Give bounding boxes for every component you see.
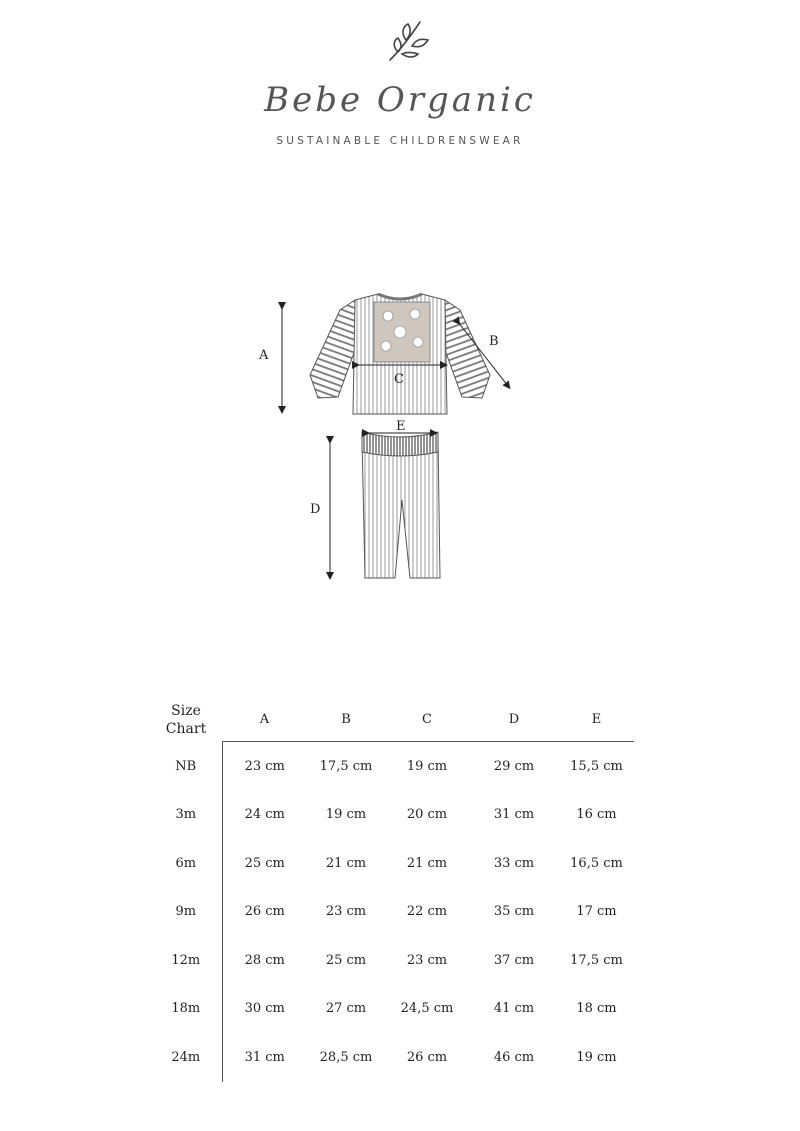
brand-name: Bebe Organic (264, 80, 536, 120)
value-c: 26 cm (406, 1049, 448, 1065)
size-label: 12m (150, 936, 222, 985)
label-b: B (489, 334, 499, 349)
value-b: 25 cm (325, 952, 367, 968)
value-d: 41 cm (493, 1001, 535, 1017)
label-e: E (396, 419, 406, 434)
value-a: 31 cm (244, 1049, 285, 1065)
size-label: 24m (150, 1033, 222, 1082)
table-row (150, 936, 634, 985)
value-c: 20 cm (406, 807, 448, 823)
size-label: 6m (150, 839, 222, 888)
value-c: 19 cm (406, 758, 448, 774)
value-c: 22 cm (406, 904, 448, 920)
label-d: D (310, 502, 321, 517)
pants (362, 438, 440, 578)
label-a: A (259, 348, 269, 363)
value-c: 23 cm (406, 952, 448, 968)
leaf-icon (0, 0, 800, 80)
value-e: 15,5 cm (570, 758, 623, 774)
table-row (150, 791, 634, 840)
left-sleeve (310, 300, 355, 398)
value-b: 28,5 cm (319, 1049, 373, 1065)
value-a: 23 cm (244, 758, 285, 774)
value-e: 17 cm (576, 904, 617, 920)
column-header-a: A (222, 698, 307, 742)
size-label: 3m (150, 791, 222, 840)
value-d: 29 cm (493, 758, 535, 774)
brand-tagline: SUSTAINABLE CHILDRENSWEAR (276, 135, 524, 147)
value-b: 17,5 cm (319, 758, 373, 774)
value-d: 31 cm (493, 807, 535, 823)
size-chart-header-row (150, 698, 634, 742)
size-chart-title (150, 698, 222, 742)
value-d: 37 cm (493, 952, 535, 968)
garment-diagram (0, 280, 800, 600)
value-e: 19 cm (576, 1049, 617, 1065)
value-e: 16 cm (576, 807, 617, 823)
value-e: 17,5 cm (570, 952, 623, 968)
column-header-e: E (559, 698, 634, 742)
size-label: NB (150, 742, 222, 791)
table-row (150, 839, 634, 888)
size-label: 18m (150, 985, 222, 1034)
garment-illustration (0, 280, 800, 600)
value-b: 27 cm (325, 1001, 367, 1017)
value-c: 21 cm (406, 855, 448, 871)
table-row (150, 888, 634, 937)
column-header-d: D (469, 698, 559, 742)
column-header-c: C (385, 698, 469, 742)
table-row (150, 1033, 634, 1082)
size-chart-title-line2: Chart (165, 720, 207, 737)
size-chart-title-line1: Size (171, 702, 201, 719)
column-header-b: B (307, 698, 385, 742)
value-a: 25 cm (244, 855, 285, 871)
value-e: 16,5 cm (570, 855, 623, 871)
value-b: 19 cm (325, 807, 367, 823)
value-a: 28 cm (244, 952, 285, 968)
value-b: 23 cm (325, 904, 367, 920)
value-d: 35 cm (493, 904, 535, 920)
size-chart-table (150, 698, 634, 1082)
value-b: 21 cm (325, 855, 367, 871)
value-e: 18 cm (576, 1001, 617, 1017)
table-row (150, 985, 634, 1034)
value-a: 30 cm (244, 1001, 285, 1017)
value-a: 24 cm (244, 807, 285, 823)
waistband (362, 432, 438, 456)
brand-logo (0, 0, 800, 160)
value-a: 26 cm (244, 904, 285, 920)
table-row (150, 742, 634, 791)
value-c: 24,5 cm (400, 1001, 454, 1017)
value-d: 46 cm (493, 1049, 535, 1065)
label-c: C (394, 372, 404, 387)
right-sleeve (445, 300, 490, 398)
value-d: 33 cm (493, 855, 535, 871)
size-label: 9m (150, 888, 222, 937)
